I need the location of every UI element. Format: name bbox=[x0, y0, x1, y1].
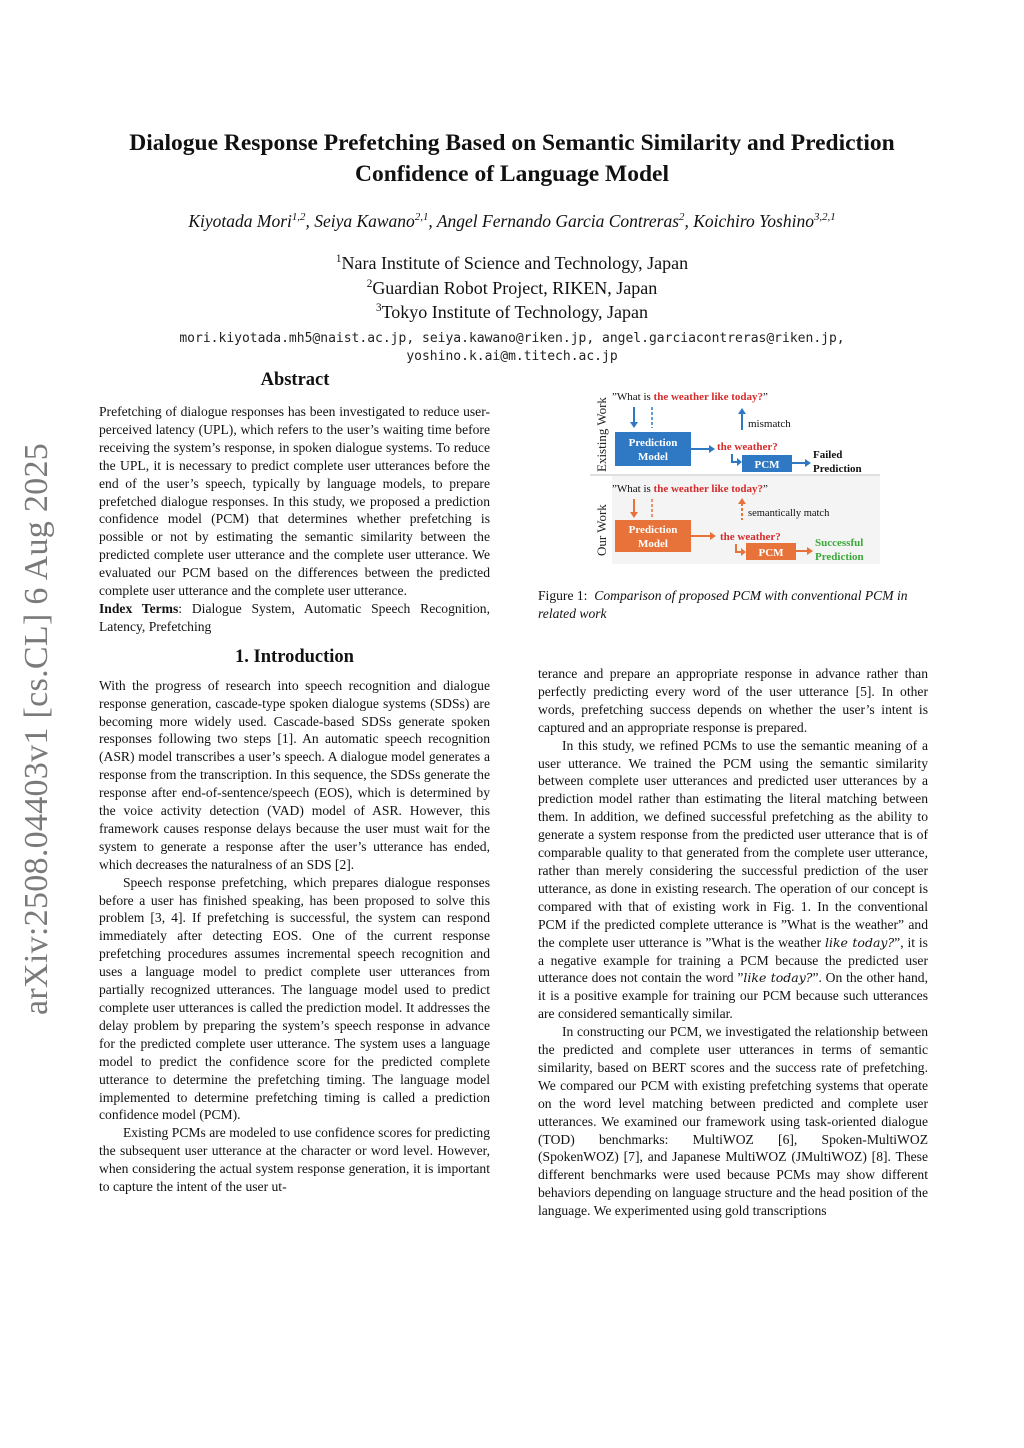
author-name: Koichiro Yoshino bbox=[693, 211, 814, 231]
affiliation-number: 1 bbox=[335, 253, 342, 265]
body-paragraph: Speech response prefetching, which prepares dialogue responses before a user has finished speaking, has been proposed to solve this problem [3, 4]. If prefetching is successful, the system can respond immediately after detecting EOS. One of the current response prefetching procedures assumes incremental speech recognition and uses a language model to predict complete user utterances from partially recognized utterances. The language model used to predict complete user utterances is called the prediction model. It addresses the delay problem by preparing the system’s speech response in advance for the predicted complete user utterance. The system uses a language model to predict the confidence score for the predicted complete utterance to determine the prefetching timing. The language model implemented to determine prefetching timing is called a prediction confidence model (PCM). bbox=[99, 874, 490, 1123]
predicted-utterance-our: the weather? bbox=[720, 531, 781, 543]
math-italic-text: like today? bbox=[824, 934, 895, 950]
author-affiliation-mark: 2 bbox=[679, 211, 685, 224]
prediction-model-label-line1: Prediction bbox=[628, 524, 678, 536]
left-column bbox=[99, 403, 490, 1196]
abstract-text: Prefetching of dialogue responses has been investigated to reduce user-perceived latency (UPL), which refers to the user’s waiting time before receiving the system’s response, in spoken dialogue systems. To reduce the UPL, it is necessary to predict complete user utterances before the end of the user’s speech, typically by language models, to prepare prefetched dialogue responses. In this study, we proposed a prediction confidence model (PCM) that determines whether prefetching is possible or not by estimating the semantic similarity between the predicted complete user utterance and the complete user utterance. We evaluated our PCM based on the differences between the predicted complete user utterance and the complete user utterance. bbox=[99, 404, 490, 599]
arxiv-identifier[interactable]: arXiv:2508.04403v1 [cs.CL] 6 Aug 2025 bbox=[18, 442, 55, 1015]
affiliation-number: 2 bbox=[366, 277, 373, 290]
prediction-model-label-line2: Model bbox=[638, 451, 668, 463]
failed-prediction-label-1: Failed bbox=[813, 449, 843, 461]
figure-1 bbox=[590, 380, 880, 570]
author-affiliation-mark: 3,2,1 bbox=[813, 211, 836, 224]
author-name: Seiya Kawano bbox=[314, 211, 415, 231]
index-terms bbox=[99, 600, 490, 636]
body-text: ”. On the other hand, it is a positive example for training our PCM because such utterances are considered semantically similar. bbox=[538, 970, 928, 1022]
user-utterance-existing: ”What is the weather like today?” bbox=[612, 391, 768, 403]
predicted-utterance-existing: the weather? bbox=[717, 441, 778, 453]
caption-text: Comparison of proposed PCM with conventional PCM in related work bbox=[538, 588, 908, 621]
body-paragraph: With the progress of research into speech recognition and dialogue response generation, cascade-type spoken dialogue systems (SDSs) are becoming more widely used. Cascade-based SDSs generate spoken responses following two steps [1]. An automatic speech recognition (ASR) model transcribes a user’s speech. A dialogue model generates a response from the transcription. In this sequence, the SDSs generate the response after end-of-sentence/speech (EOS), which is determined by the voice activity detection (VAD) model of ASR. However, this framework causes response delays because the user must wait for the system to generate a response after the user’s utterance has ended, which decreases the naturalness of an SDS [2]. bbox=[99, 677, 490, 872]
section-heading-introduction: 1. Introduction bbox=[235, 646, 354, 667]
figure-1-caption bbox=[538, 587, 928, 623]
author-name: Kiyotada Mori bbox=[188, 211, 292, 231]
affiliation-number: 3 bbox=[375, 302, 382, 314]
author-affiliation-mark: 1,2 bbox=[291, 211, 306, 224]
successful-prediction-label-1: Successful bbox=[815, 537, 864, 549]
body-text: In this study, we refined PCMs to use the semantic meaning of a user utterance. We trained the PCM using the semantic similarity between complete user utterances and predicted user utterances by a prediction model rather than estimating the literal matching between them. In addition, we defined successful prefetching as the ability to generate a system response from the predicted user utterance that is of comparable quality to that generated from the complete user utterance, rather than merely considering the successful prediction of the user utterance, as done in existing research. The operation of our concept is compared with that of existing work in Fig. 1. In the conventional PCM if the predicted complete utterance is ”What is the weather” and the complete user utterance is ”What is the weather bbox=[538, 737, 928, 950]
author-name: Angel Fernando Garcia Contreras bbox=[436, 211, 680, 231]
body-text: ”, it is a negative example for training a PCM because the predicted user utterance does not contain the word ” bbox=[538, 934, 928, 986]
index-terms-list: : Dialogue System, Automatic Speech Recognition, Latency, Prefetching bbox=[99, 600, 490, 634]
successful-prediction-label-2: Prediction bbox=[815, 551, 864, 563]
affiliation-text: Nara Institute of Science and Technology, Japan bbox=[341, 253, 689, 273]
caption-label: Figure 1: bbox=[538, 588, 588, 603]
prediction-model-label-line1: Prediction bbox=[628, 437, 678, 449]
affiliation-list bbox=[100, 251, 924, 325]
our-work-label: Our Work bbox=[594, 504, 609, 556]
body-paragraph: terance and prepare an appropriate response in advance rather than perfectly predicting every word of the user utterance [5]. In other words, prefetching success depends on whether the user’s intent is captured and an appropriate response is prepared. bbox=[538, 666, 928, 735]
body-paragraph: Existing PCMs are modeled to use confidence scores for predicting the subsequent user utterance at the character or word level. However, when considering the actual system response generation, it is important to capture the intent of the user ut- bbox=[99, 1125, 490, 1195]
affiliation bbox=[100, 300, 924, 325]
author-affiliation-mark: 2,1 bbox=[414, 211, 429, 224]
author-emails bbox=[60, 330, 964, 366]
prediction-model-label-line2: Model bbox=[638, 538, 668, 550]
semantic-match-label: semantically match bbox=[748, 508, 830, 519]
body-paragraph bbox=[538, 737, 928, 1024]
pcm-label-existing: PCM bbox=[754, 459, 780, 471]
user-utterance-our: ”What is the weather like today?” bbox=[612, 483, 768, 495]
affiliation bbox=[100, 251, 924, 276]
math-italic-text: like today? bbox=[743, 970, 813, 986]
figure-1-diagram bbox=[590, 380, 935, 570]
affiliation-text: Guardian Robot Project, RIKEN, Japan bbox=[372, 277, 658, 298]
pcm-label-our: PCM bbox=[758, 547, 784, 559]
existing-work-label: Existing Work bbox=[594, 397, 609, 472]
right-column bbox=[538, 665, 928, 1220]
body-paragraph: In constructing our PCM, we investigated the relationship between the predicted and complete user utterances in terms of semantic similarity, based on BERT scores and the success rate of prefetching. We compared our PCM with existing prefetching systems that operate on the word level matching between predicted and complete user utterances. We examined our framework using task-oriented dialogue (TOD) benchmarks: MultiWOZ [6], Spoken-MultiWOZ (SpokenWOZ) [7], and Japanese MultiWOZ (JMultiWOZ) [8]. These different benchmarks were used because PCMs may show different behaviors depending on language structure and the head position of the language. We experimented using gold transcriptions bbox=[538, 1024, 928, 1219]
affiliation-text: Tokyo Institute of Technology, Japan bbox=[381, 302, 648, 322]
affiliation bbox=[100, 276, 924, 301]
email-line[interactable]: yoshino.k.ai@m.titech.ac.jp bbox=[406, 349, 618, 364]
paper-title: Dialogue Response Prefetching Based on Semantic Similarity and Prediction Confidence of Language Model bbox=[129, 130, 895, 187]
failed-prediction-label-2: Prediction bbox=[813, 463, 862, 475]
index-terms-label: Index Terms bbox=[99, 600, 179, 616]
abstract-heading: Abstract bbox=[260, 370, 330, 390]
email-line[interactable]: mori.kiyotada.mh5@naist.ac.jp, seiya.kawano@riken.jp, angel.garciacontreras@riken.jp, bbox=[179, 331, 845, 346]
mismatch-label: mismatch bbox=[748, 418, 791, 430]
author-list: Kiyotada Mori$^{1,2}$, Seiya Kawano$^{2,1}$, Angel Fernando Garcia Contreras$^2$, Koichiro Yoshino$^{3,2,1}$ bbox=[188, 211, 836, 231]
